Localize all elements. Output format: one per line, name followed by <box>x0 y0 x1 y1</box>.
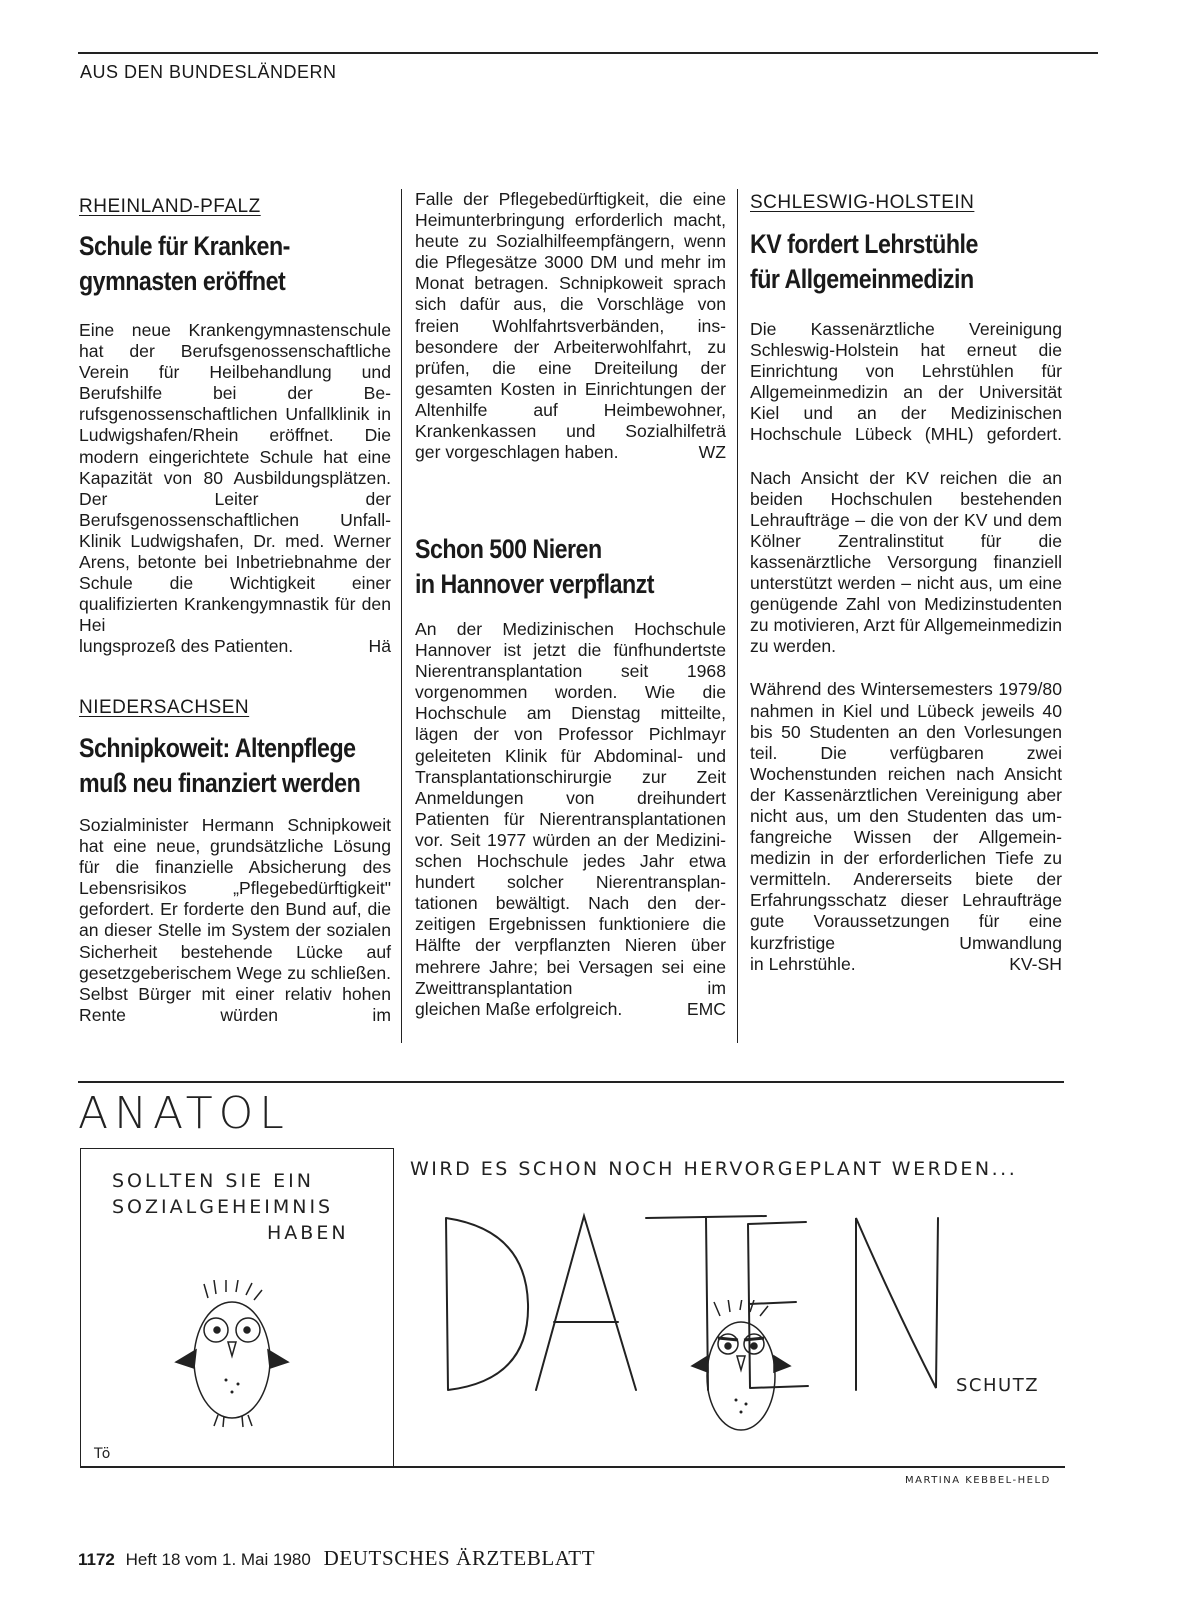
section-header: AUS DEN BUNDESLÄNDERN <box>80 62 337 82</box>
article-continuation <box>415 189 726 463</box>
article-rheinland-pfalz <box>79 196 391 658</box>
artist-mark: Tö <box>94 1446 112 1462</box>
column-divider-1 <box>401 189 402 1043</box>
last-line-text: in Lehrstühle. <box>750 953 856 974</box>
top-rule <box>78 52 1098 54</box>
article-headline <box>79 731 391 801</box>
speech-line: SOLLTEN SIE EIN <box>112 1170 314 1192</box>
article-last-line <box>79 636 391 657</box>
last-line-text: lungsprozeß des Patienten. <box>79 636 294 657</box>
article-hannover <box>415 532 726 1020</box>
speech-line: HABEN <box>267 1222 349 1244</box>
cartoon-title: ANATOL <box>78 1088 290 1139</box>
article-headline <box>415 532 726 602</box>
article-last-line <box>750 954 1062 975</box>
headline-line: in Hannover verpflanzt <box>415 569 654 599</box>
issue-info: Heft 18 vom 1. Mai 1980 <box>125 1550 311 1569</box>
article-headline <box>750 227 1062 297</box>
cartoon-top-rule <box>78 1081 1064 1083</box>
article-kicker: SCHLESWIG-HOLSTEIN <box>750 192 975 213</box>
article-body: Eine neue Krankengymnastenschule hat der Berufsgenossenschaftliche Verein für Heilbehandlung und Berufshilfe bei der Berufsgenossenschaftlichen Unfallklinik in Ludwigshafen/Rhein eröffnet. Die modern eingerichtete Schule hat eine Kapazität von 80 Ausbildungsplätzen. Der Leiter der Berufsgenossenschaftlichen Unfall-Klinik Ludwigshafen, Dr. med. Werner Arens, betonte bei Inbetriebnahme der Schule die Wichtigkeit einer qualifizierten Krankengymnastik für den Hei <box>79 320 391 636</box>
article-kicker: RHEINLAND-PFALZ <box>79 196 261 217</box>
article-paragraph: Die Kassenärztliche Vereinigung Schleswig-Holstein hat erneut die Einrichtung von Lehrstühlen für Allgemeinmedizin an der Universität Kiel und an der Medizinischen Hochschule Lübeck (MHL) gefordert. <box>750 319 1062 445</box>
article-paragraph: Nach Ansicht der KV reichen die an beiden Hochschulen bestehenden Lehraufträge – die von der KV und dem Kölner Zentralinstitut für die kassenärztliche Versorgung finanziell unterstützt werden – nicht aus, um eine genügende Zahl von Medizinstudenten zu motivieren, Arzt für Allgemeinmedizin zu werden. <box>750 467 1062 657</box>
author-signature: WZ <box>698 442 726 463</box>
article-last-line <box>415 442 726 463</box>
page-number: 1172 <box>78 1550 115 1569</box>
headline-line: KV fordert Lehrstühle <box>750 229 978 259</box>
article-paragraph: Während des Wintersemesters 1979/80 nahmen in Kiel und Lübeck jeweils 40 bis 50 Studenten an den Vorlesungen teil. Die verfügbaren zwei Wochenstunden reichen nach Ansicht der Kassenärztlichen Vereinigung aber nicht aus, um den Studenten das umfangreiche Wissen der Allgemeinmedizin in der erforderlichen Tiefe zu vermitteln. Andererseits biete der Erfahrungsschatz dieser Lehraufträge gute Voraussetzungen für eine kurzfristige Umwandlung <box>750 679 1062 953</box>
article-schleswig-holstein <box>750 192 1062 975</box>
article-kicker: NIEDERSACHSEN <box>79 697 250 718</box>
page-footer <box>78 1546 595 1571</box>
headline-line: Schule für Kranken- <box>79 231 290 261</box>
last-line-text: ger vorgeschlagen haben. <box>415 442 619 463</box>
article-last-line <box>415 999 726 1020</box>
article-body: An der Medizinischen Hochschule Hannover ist jetzt die fünfhundertste Nierentransplantation seit 1968 vorgenommen worden. Wie die Hochschule am Dienstag mitteilte, lägen der von Professor Pichlmayr geleiteten Klinik für Abdominal- und Transplantationschirurgie zur Zeit Anmeldungen von dreihundert Patienten für Nierentransplantationen vor. Seit 1977 würden an der Medizinischen Hochschule jedes Jahr etwa hundert solcher Nierentransplantationen bewältigt. Nach den derzeitigen Ergebnissen funktioniere die Hälfte der verpflanzten Nieren über mehrere Jahre; bei Versagen sei eine Zweittransplantation im <box>415 619 726 998</box>
panel-2-caption: WIRD ES SCHON NOCH HERVORGEPLANT WERDEN... <box>410 1158 1018 1180</box>
author-signature: KV-SH <box>1009 953 1062 974</box>
headline-line: gymnasten eröffnet <box>79 266 286 296</box>
headline-line: Schnipkoweit: Altenpflege <box>79 733 356 763</box>
article-body: Sozialminister Hermann Schnipkoweit hat eine neue, grundsätzliche Lösung für die finanzielle Absicherung des Lebensrisikos „Pflegebedürftigkeit" gefordert. Er forderte den Bund auf, die an dieser Stelle im System der sozialen Sicherheit bestehende Lücke auf gesetzgeberischem Wege zu schließen. Selbst Bürger mit einer relativ hohen Rente würden im <box>79 815 391 1025</box>
cartoon-bottom-rule <box>80 1466 1065 1468</box>
speech-line: SOZIALGEHEIMNIS <box>112 1196 334 1218</box>
author-signature: EMC <box>686 998 726 1019</box>
headline-line: muß neu finanziert werden <box>79 768 361 798</box>
owl-illustration-2 <box>686 1300 796 1440</box>
article-niedersachsen <box>79 697 391 1026</box>
owl-illustration-1 <box>168 1280 298 1430</box>
panel-1-speech <box>112 1168 349 1246</box>
schutz-word: SCHUTZ <box>956 1375 1040 1396</box>
magazine-name: DEUTSCHES ÄRZTEBLATT <box>323 1546 596 1570</box>
last-line-text: gleichen Maße erfolgreich. <box>415 998 623 1019</box>
article-body: Falle der Pflegebedürftigkeit, die eine Heimunterbringung erforderlich macht, heute zu Sozialhilfeempfängern, wenn die Pflegesätze 3000 DM und mehr im Monat betragen. Schnipkoweit sprach sich dafür aus, die Vorschläge von freien Wohlfahrtsverbänden, insbesondere der Arbeiterwohlfahrt, zu prüfen, die eine Dreiteilung der gesamten Kosten in Einrichtungen der Altenhilfe auf Heimbewohner, Krankenkassen und Sozialhilfeträ <box>415 189 726 442</box>
article-headline <box>79 229 391 299</box>
headline-line: Schon 500 Nieren <box>415 534 602 564</box>
headline-line: für Allgemeinmedizin <box>750 264 974 294</box>
cartoon-credit: MARTINA KEBBEL-HELD <box>905 1475 1051 1486</box>
column-divider-2 <box>737 189 738 1043</box>
author-signature: Hä <box>368 636 391 657</box>
